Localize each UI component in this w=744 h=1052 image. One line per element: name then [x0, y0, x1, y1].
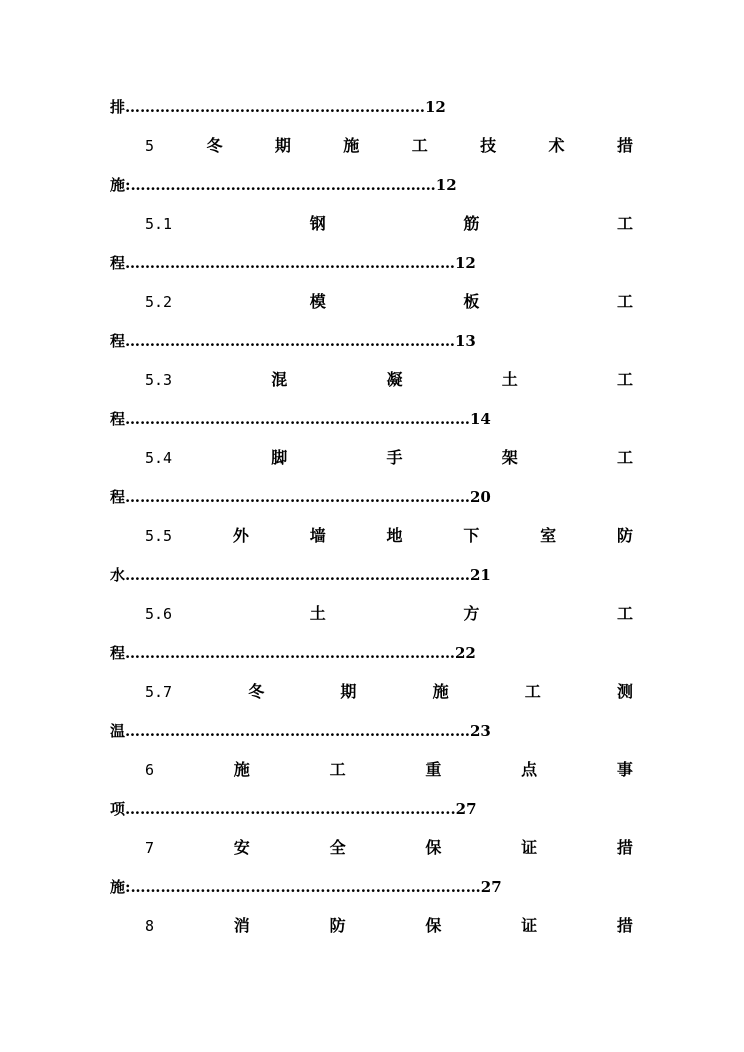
heading-char: 墙 — [309, 526, 326, 545]
heading-char: 证 — [521, 916, 538, 935]
heading-char: 事 — [616, 760, 633, 779]
heading-char: 冬 — [248, 682, 265, 701]
toc-leader-line: 水……………………………………………………………21 — [110, 566, 491, 584]
toc-leader-line: 排……………………………………………………12 — [110, 98, 446, 116]
heading-char: 消 — [233, 916, 250, 935]
heading-char: 施 — [233, 760, 250, 779]
heading-char: 手 — [386, 448, 403, 467]
heading-char: 脚 — [271, 448, 288, 467]
heading-char: 模 — [309, 292, 326, 311]
heading-char: 测 — [616, 682, 633, 701]
heading-char: 室 — [540, 526, 557, 545]
heading-char: 混 — [271, 370, 288, 389]
heading-char: 重 — [425, 760, 442, 779]
toc-heading-row — [145, 136, 633, 156]
section-number: 7 — [145, 839, 155, 857]
toc-heading-row — [145, 526, 633, 546]
heading-char: 工 — [329, 760, 346, 779]
heading-char: 钢 — [309, 214, 326, 233]
toc-heading-row — [145, 448, 633, 468]
heading-char: 土 — [501, 370, 518, 389]
heading-char: 工 — [616, 214, 633, 233]
toc-leader-line: 程……………………………………………………………20 — [110, 488, 491, 506]
heading-char: 土 — [309, 604, 326, 623]
toc-leader-line: 程…………………………………………………………22 — [110, 644, 476, 662]
heading-char: 措 — [616, 916, 633, 935]
toc-leader-line: 施:……………….……………………………………12 — [110, 176, 457, 194]
toc-leader-line: 项…………………….…………………………………..27 — [110, 800, 477, 818]
heading-char: 全 — [329, 838, 346, 857]
heading-char: 冬 — [206, 136, 223, 155]
heading-char: 保 — [425, 916, 442, 935]
heading-char: 工 — [411, 136, 428, 155]
toc-leader-line: 程…………………………………………………………13 — [110, 332, 476, 350]
section-number: 5.3 — [145, 371, 173, 389]
heading-char: 防 — [616, 526, 633, 545]
section-number: 6 — [145, 761, 155, 779]
toc-leader-line: 程……………………………………………………………14 — [110, 410, 491, 428]
section-number: 5 — [145, 137, 155, 155]
heading-char: 地 — [386, 526, 403, 545]
toc-leader-line: 施:………………………………….…………………………27 — [110, 878, 502, 896]
toc-leader-line: 程…………………………………………………………12 — [110, 254, 476, 272]
heading-char: 凝 — [386, 370, 403, 389]
heading-char: 措 — [616, 838, 633, 857]
heading-char: 防 — [329, 916, 346, 935]
heading-char: 外 — [232, 526, 249, 545]
section-number: 5.7 — [145, 683, 173, 701]
section-number: 5.2 — [145, 293, 173, 311]
section-number: 5.6 — [145, 605, 173, 623]
heading-char: 方 — [463, 604, 480, 623]
heading-char: 技 — [480, 136, 497, 155]
toc-heading-row — [145, 370, 633, 390]
toc-heading-row — [145, 682, 633, 702]
toc-leader-line: 温……………………………………………………………23 — [110, 722, 491, 740]
heading-char: 保 — [425, 838, 442, 857]
heading-char: 措 — [616, 136, 633, 155]
section-number: 5.5 — [145, 527, 173, 545]
heading-char: 证 — [521, 838, 538, 857]
toc-heading-row — [145, 838, 633, 858]
section-number: 5.4 — [145, 449, 173, 467]
heading-char: 施 — [343, 136, 360, 155]
heading-char: 板 — [463, 292, 480, 311]
heading-char: 工 — [524, 682, 541, 701]
heading-char: 期 — [340, 682, 357, 701]
heading-char: 期 — [274, 136, 291, 155]
heading-char: 术 — [548, 136, 565, 155]
heading-char: 施 — [432, 682, 449, 701]
heading-char: 工 — [616, 370, 633, 389]
heading-char: 工 — [616, 448, 633, 467]
heading-char: 架 — [501, 448, 518, 467]
heading-char: 下 — [463, 526, 480, 545]
toc-heading-row — [145, 916, 633, 936]
toc-heading-row — [145, 292, 633, 312]
heading-char: 筋 — [463, 214, 480, 233]
heading-char: 工 — [616, 604, 633, 623]
section-number: 8 — [145, 917, 155, 935]
heading-char: 工 — [616, 292, 633, 311]
toc-heading-row — [145, 604, 633, 624]
heading-char: 点 — [521, 760, 538, 779]
section-number: 5.1 — [145, 215, 173, 233]
heading-char: 安 — [233, 838, 250, 857]
toc-heading-row — [145, 214, 633, 234]
toc-heading-row — [145, 760, 633, 780]
